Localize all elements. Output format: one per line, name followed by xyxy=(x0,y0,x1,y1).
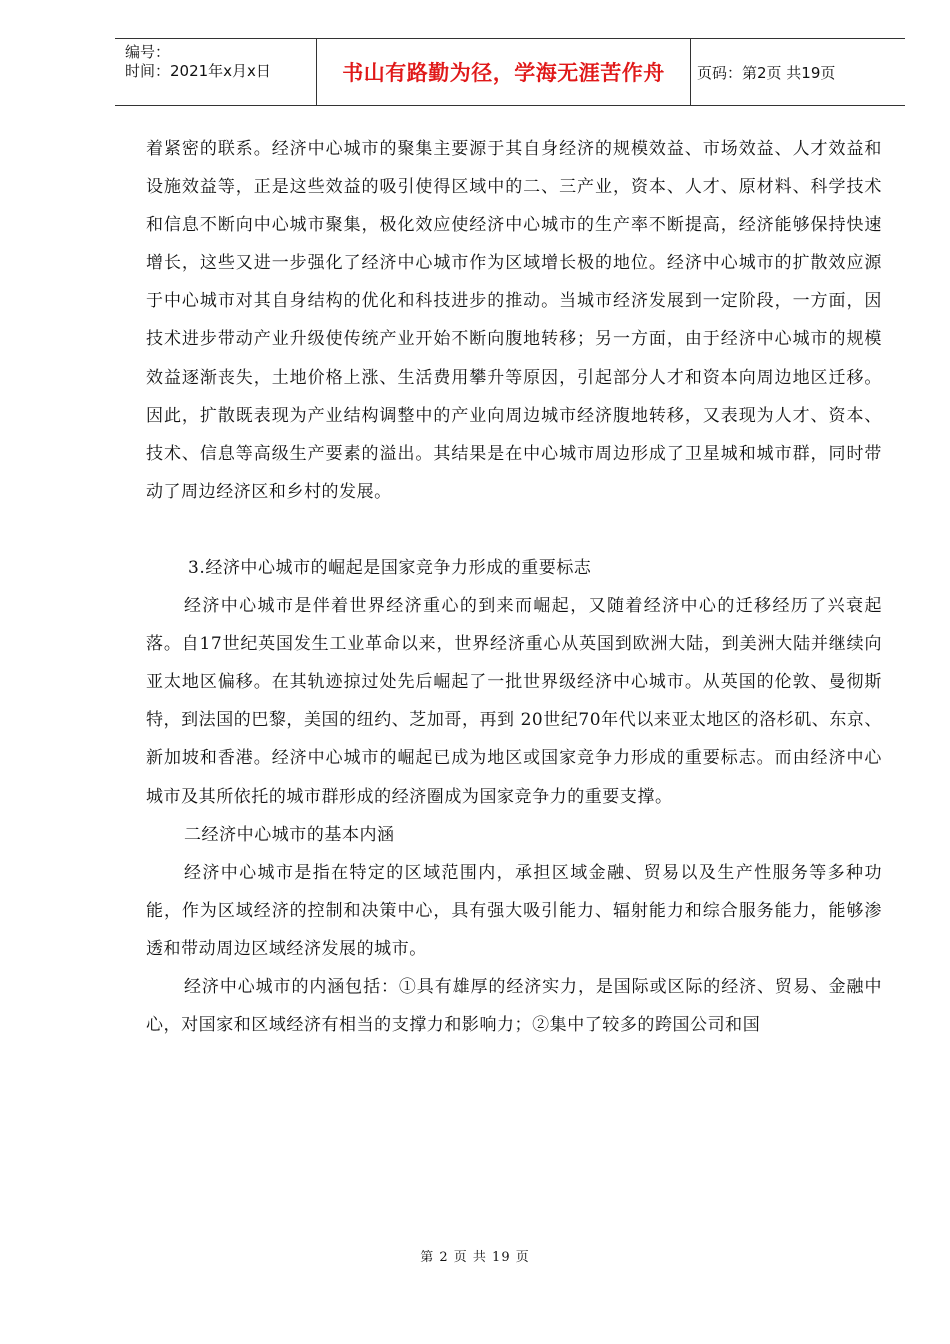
header-motto: 书山有路勤为径，学海无涯苦作舟 xyxy=(342,61,665,85)
document-body xyxy=(146,130,882,1044)
page-footer: 第 2 页 共 19 页 xyxy=(420,1250,530,1265)
header-page-number: 页码：第2页 共19页 xyxy=(697,63,836,82)
document-date-label: 时间：2021年x月x日 xyxy=(125,62,271,80)
page-header xyxy=(115,38,905,106)
spacer xyxy=(146,511,882,549)
header-meta xyxy=(125,43,320,81)
section-heading: 3.经济中心城市的崛起是国家竞争力形成的重要标志 xyxy=(188,557,592,578)
paragraph: 经济中心城市是指在特定的区域范围内，承担区域金融、贸易以及生产性服务等多种功能，作为区域经济的控制和决策中心，具有强大吸引能力、辐射能力和综合服务能力，能够渗透和带动周边区域经济发展的城市。 xyxy=(146,862,882,959)
document-number-label: 编号： xyxy=(125,43,171,61)
paragraph: 经济中心城市是伴着世界经济重心的到来而崛起，又随着经济中心的迁移经历了兴衰起落。自17世纪英国发生工业革命以来，世界经济重心从英国到欧洲大陆，到美洲大陆并继续向亚太地区偏移。在其轨迹掠过处先后崛起了一批世界级经济中心城市。从英国的伦敦、曼彻斯特，到法国的巴黎，美国的纽约、芝加哥，再到 20世纪70年代以来亚太地区的洛杉矶、东京、新加坡和香港。经济中心城市的崛起已成为地区或国家竞争力形成的重要标志。而由经济中心城市及其所依托的城市群形成的经济圈成为国家竞争力的重要支撑。 xyxy=(146,596,882,807)
paragraph: 着紧密的联系。经济中心城市的聚集主要源于其自身经济的规模效益、市场效益、人才效益和设施效益等，正是这些效益的吸引使得区域中的二、三产业，资本、人才、原材料、科学技术和信息不断向中心城市聚集，极化效应使经济中心城市的生产率不断提高，经济能够保持快速增长，这些又进一步强化了经济中心城市作为区域增长极的地位。经济中心城市的扩散效应源于中心城市对其自身结构的优化和科技进步的推动。当城市经济发展到一定阶段，一方面，因技术进步带动产业升级使传统产业开始不断向腹地转移；另一方面，由于经济中心城市的规模效益逐渐丧失，土地价格上涨、生活费用攀升等原因，引起部分人才和资本向周边地区迁移。因此，扩散既表现为产业结构调整中的产业向周边城市经济腹地转移，又表现为人才、资本、技术、信息等高级生产要素的溢出。其结果是在中心城市周边形成了卫星城和城市群，同时带动了周边经济区和乡村的发展。 xyxy=(146,139,882,502)
section-heading: 二经济中心城市的基本内涵 xyxy=(184,824,395,845)
header-divider xyxy=(690,39,691,105)
paragraph: 经济中心城市的内涵包括：①具有雄厚的经济实力，是国际或区际的经济、贸易、金融中心，对国家和区域经济有相当的支撑力和影响力；②集中了较多的跨国公司和国 xyxy=(146,976,882,1036)
